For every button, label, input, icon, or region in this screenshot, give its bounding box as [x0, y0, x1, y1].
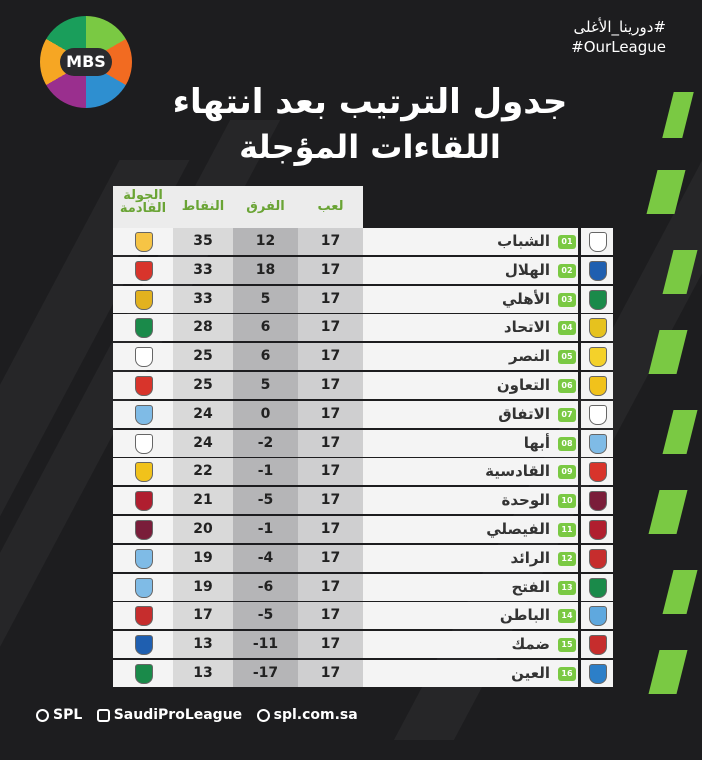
- crest-cell: [581, 602, 613, 629]
- points-value: 22: [193, 463, 213, 480]
- goal-diff-value: 5: [260, 290, 271, 307]
- accent-bar: [663, 410, 698, 454]
- next-opponent-crest-icon: [135, 491, 153, 511]
- rank-badge: 02: [558, 264, 576, 278]
- points-value: 19: [193, 549, 213, 566]
- points-value: 33: [193, 290, 213, 307]
- goal-diff-value: -5: [257, 607, 274, 624]
- diff-cell: [233, 430, 298, 457]
- team-name: العين: [511, 663, 550, 682]
- points-cell: [173, 228, 233, 255]
- goal-diff-value: -4: [257, 549, 274, 566]
- played-cell: [298, 516, 363, 543]
- goal-diff-value: -17: [252, 664, 279, 681]
- team-crest-icon: [589, 405, 607, 425]
- played-value: 17: [320, 607, 341, 624]
- played-cell: [298, 602, 363, 629]
- crest-cell: [581, 516, 613, 543]
- next-round-cell: [113, 602, 173, 629]
- team-name: الفتح: [511, 577, 550, 596]
- next-round-cell: [113, 458, 173, 485]
- team-name: أبها: [523, 433, 550, 452]
- played-cell: [298, 314, 363, 341]
- crest-cell: [581, 286, 613, 313]
- team-cell: [363, 314, 578, 341]
- next-round-cell: [113, 257, 173, 284]
- next-opponent-crest-icon: [135, 376, 153, 396]
- points-value: 19: [193, 578, 213, 595]
- next-round-cell: [113, 545, 173, 572]
- goal-diff-value: -5: [257, 492, 274, 509]
- accent-bar: [649, 650, 688, 694]
- points-cell: [173, 516, 233, 543]
- played-value: 17: [320, 434, 341, 451]
- rank-badge: 08: [558, 437, 576, 451]
- points-cell: [173, 458, 233, 485]
- logo-text: MBS: [60, 48, 112, 76]
- instagram-icon: [97, 709, 110, 722]
- played-value: 17: [320, 549, 341, 566]
- team-name: ضمك: [511, 635, 550, 654]
- next-round-cell: [113, 487, 173, 514]
- points-cell: [173, 660, 233, 687]
- next-opponent-crest-icon: [135, 520, 153, 540]
- played-value: 17: [320, 578, 341, 595]
- table-row: [113, 228, 613, 257]
- played-value: 17: [320, 520, 341, 537]
- hashtag-en: #OurLeague: [571, 38, 666, 56]
- next-opponent-crest-icon: [135, 664, 153, 684]
- team-cell: [363, 631, 578, 658]
- team-crest-icon: [589, 578, 607, 598]
- diff-cell: [233, 660, 298, 687]
- header-points: النقاط: [181, 199, 225, 214]
- played-cell: [298, 660, 363, 687]
- points-value: 25: [193, 348, 213, 365]
- crest-cell: [581, 631, 613, 658]
- team-name: الأهلي: [501, 289, 550, 308]
- table-header: [113, 186, 613, 228]
- next-round-cell: [113, 574, 173, 601]
- points-cell: [173, 372, 233, 399]
- next-round-cell: [113, 314, 173, 341]
- next-opponent-crest-icon: [135, 549, 153, 569]
- goal-diff-value: 5: [260, 376, 271, 393]
- rank-badge: 14: [558, 609, 576, 623]
- team-cell: [363, 574, 578, 601]
- team-name: الهلال: [504, 260, 550, 279]
- team-cell: [363, 257, 578, 284]
- crest-cell: [581, 545, 613, 572]
- rank-badge: 10: [558, 494, 576, 508]
- rank-badge: 12: [558, 552, 576, 566]
- rank-badge: 16: [558, 667, 576, 681]
- table-row: [113, 372, 613, 401]
- next-opponent-crest-icon: [135, 347, 153, 367]
- league-logo: [40, 16, 132, 108]
- played-value: 17: [320, 492, 341, 509]
- team-cell: [363, 516, 578, 543]
- diff-cell: [233, 257, 298, 284]
- next-round-cell: [113, 343, 173, 370]
- points-cell: [173, 314, 233, 341]
- played-value: 17: [320, 319, 341, 336]
- globe-icon: [257, 709, 270, 722]
- goal-diff-value: -11: [252, 636, 279, 653]
- next-opponent-crest-icon: [135, 578, 153, 598]
- table-row: [113, 430, 613, 459]
- team-cell: [363, 228, 578, 255]
- team-name: الشباب: [497, 232, 550, 250]
- team-crest-icon: [589, 491, 607, 511]
- goal-diff-value: -2: [257, 434, 274, 451]
- accent-bar: [649, 490, 688, 534]
- table-row: [113, 314, 613, 343]
- rank-badge: 04: [558, 321, 576, 335]
- crest-cell: [581, 343, 613, 370]
- played-value: 17: [320, 664, 341, 681]
- points-cell: [173, 487, 233, 514]
- played-cell: [298, 487, 363, 514]
- table-row: [113, 574, 613, 603]
- diff-cell: [233, 574, 298, 601]
- team-cell: [363, 487, 578, 514]
- diff-cell: [233, 487, 298, 514]
- next-opponent-crest-icon: [135, 405, 153, 425]
- points-cell: [173, 257, 233, 284]
- rank-badge: 13: [558, 581, 576, 595]
- website-link[interactable]: spl.com.sa: [257, 707, 358, 723]
- twitter-icon: [36, 709, 49, 722]
- next-opponent-crest-icon: [135, 462, 153, 482]
- points-cell: [173, 602, 233, 629]
- page-title-line1: جدول الترتيب بعد انتهاء: [172, 82, 568, 122]
- goal-diff-value: -1: [257, 463, 274, 480]
- team-crest-icon: [589, 606, 607, 626]
- crest-cell: [581, 458, 613, 485]
- table-row: [113, 257, 613, 286]
- goal-diff-value: -1: [257, 520, 274, 537]
- points-value: 13: [193, 636, 213, 653]
- header-next-round: الجولة القادمة: [119, 188, 167, 216]
- played-value: 17: [320, 463, 341, 480]
- team-name: الوحدة: [501, 491, 550, 510]
- next-round-cell: [113, 228, 173, 255]
- next-round-cell: [113, 372, 173, 399]
- team-cell: [363, 372, 578, 399]
- table-row: [113, 602, 613, 631]
- played-cell: [298, 430, 363, 457]
- next-opponent-crest-icon: [135, 261, 153, 281]
- crest-cell: [581, 487, 613, 514]
- header-played: لعب: [317, 199, 344, 214]
- played-cell: [298, 574, 363, 601]
- points-value: 17: [193, 607, 213, 624]
- rank-badge: 07: [558, 408, 576, 422]
- played-value: 17: [320, 348, 341, 365]
- table-row: [113, 631, 613, 660]
- team-name: الباطن: [499, 606, 550, 625]
- played-cell: [298, 228, 363, 255]
- diff-cell: [233, 343, 298, 370]
- footer: [36, 707, 368, 723]
- diff-cell: [233, 602, 298, 629]
- diff-cell: [233, 372, 298, 399]
- points-value: 25: [193, 376, 213, 393]
- twitter-link[interactable]: SPL: [36, 707, 82, 723]
- crest-cell: [581, 430, 613, 457]
- table-row: [113, 343, 613, 372]
- diff-cell: [233, 631, 298, 658]
- points-value: 21: [193, 492, 213, 509]
- played-cell: [298, 372, 363, 399]
- played-cell: [298, 286, 363, 313]
- points-cell: [173, 631, 233, 658]
- rank-badge: 01: [558, 235, 576, 249]
- diff-cell: [233, 545, 298, 572]
- crest-cell: [581, 660, 613, 687]
- page-title-line2: اللقاءات المؤجلة: [239, 128, 501, 166]
- table-row: [113, 458, 613, 487]
- team-crest-icon: [589, 549, 607, 569]
- table-row: [113, 545, 613, 574]
- team-cell: [363, 401, 578, 428]
- team-name: التعاون: [496, 375, 550, 394]
- goal-diff-value: -6: [257, 578, 274, 595]
- accent-bar: [662, 92, 693, 138]
- played-value: 17: [320, 405, 341, 422]
- rank-badge: 05: [558, 350, 576, 364]
- team-crest-icon: [589, 232, 607, 252]
- next-opponent-crest-icon: [135, 232, 153, 252]
- team-crest-icon: [589, 664, 607, 684]
- played-value: 17: [320, 636, 341, 653]
- team-name: النصر: [508, 347, 550, 366]
- team-crest-icon: [589, 434, 607, 454]
- points-value: 24: [193, 405, 213, 422]
- team-crest-icon: [589, 635, 607, 655]
- team-name: الرائد: [510, 548, 550, 567]
- diff-cell: [233, 314, 298, 341]
- team-name: القادسية: [485, 462, 550, 481]
- next-opponent-crest-icon: [135, 606, 153, 626]
- played-cell: [298, 545, 363, 572]
- team-crest-icon: [589, 462, 607, 482]
- points-value: 35: [193, 233, 213, 249]
- next-opponent-crest-icon: [135, 434, 153, 454]
- next-round-cell: [113, 516, 173, 543]
- next-round-cell: [113, 660, 173, 687]
- table-row: [113, 401, 613, 430]
- points-value: 20: [193, 520, 213, 537]
- points-cell: [173, 401, 233, 428]
- points-value: 28: [193, 319, 213, 336]
- diff-cell: [233, 401, 298, 428]
- rank-badge: 11: [558, 523, 576, 537]
- crest-cell: [581, 401, 613, 428]
- next-opponent-crest-icon: [135, 290, 153, 310]
- goal-diff-value: 6: [260, 319, 271, 336]
- points-cell: [173, 286, 233, 313]
- standings-table: [113, 186, 613, 689]
- points-cell: [173, 343, 233, 370]
- team-cell: [363, 545, 578, 572]
- team-name: الاتفاق: [498, 404, 550, 423]
- team-crest-icon: [589, 347, 607, 367]
- points-cell: [173, 545, 233, 572]
- played-cell: [298, 257, 363, 284]
- played-value: 17: [320, 290, 341, 307]
- team-crest-icon: [589, 290, 607, 310]
- next-round-cell: [113, 286, 173, 313]
- rank-badge: 03: [558, 293, 576, 307]
- team-cell: [363, 602, 578, 629]
- accent-bar: [663, 570, 698, 614]
- played-cell: [298, 631, 363, 658]
- played-cell: [298, 458, 363, 485]
- goal-diff-value: 12: [255, 233, 276, 249]
- points-value: 24: [193, 434, 213, 451]
- crest-cell: [581, 574, 613, 601]
- played-value: 17: [320, 376, 341, 393]
- played-value: 17: [320, 233, 341, 249]
- next-round-cell: [113, 631, 173, 658]
- team-crest-icon: [589, 318, 607, 338]
- diff-cell: [233, 458, 298, 485]
- played-cell: [298, 401, 363, 428]
- hashtag-ar: #دورينا_الأغلى: [573, 18, 666, 36]
- crest-cell: [581, 372, 613, 399]
- table-row: [113, 286, 613, 315]
- rank-badge: 06: [558, 379, 576, 393]
- team-cell: [363, 343, 578, 370]
- team-name: الفيصلي: [486, 519, 550, 538]
- rank-badge: 15: [558, 638, 576, 652]
- goal-diff-value: 18: [255, 261, 276, 278]
- points-cell: [173, 430, 233, 457]
- team-name: الاتحاد: [503, 318, 550, 337]
- played-value: 17: [320, 261, 341, 278]
- team-cell: [363, 660, 578, 687]
- points-value: 13: [193, 664, 213, 681]
- team-cell: [363, 430, 578, 457]
- crest-cell: [581, 314, 613, 341]
- header-goal-diff: الفرق: [246, 199, 285, 214]
- points-value: 33: [193, 261, 213, 278]
- team-cell: [363, 286, 578, 313]
- team-crest-icon: [589, 376, 607, 396]
- instagram-link[interactable]: SaudiProLeague: [97, 707, 242, 723]
- crest-cell: [581, 257, 613, 284]
- table-body: [113, 228, 613, 689]
- next-round-cell: [113, 401, 173, 428]
- next-round-cell: [113, 430, 173, 457]
- goal-diff-value: 0: [260, 405, 271, 422]
- diff-cell: [233, 286, 298, 313]
- diff-cell: [233, 516, 298, 543]
- team-cell: [363, 458, 578, 485]
- crest-cell: [581, 228, 613, 255]
- points-cell: [173, 574, 233, 601]
- table-row: [113, 660, 613, 689]
- rank-badge: 09: [558, 465, 576, 479]
- next-opponent-crest-icon: [135, 318, 153, 338]
- played-cell: [298, 343, 363, 370]
- team-crest-icon: [589, 261, 607, 281]
- team-crest-icon: [589, 520, 607, 540]
- goal-diff-value: 6: [260, 348, 271, 365]
- table-row: [113, 516, 613, 545]
- table-row: [113, 487, 613, 516]
- diff-cell: [233, 228, 298, 255]
- next-opponent-crest-icon: [135, 635, 153, 655]
